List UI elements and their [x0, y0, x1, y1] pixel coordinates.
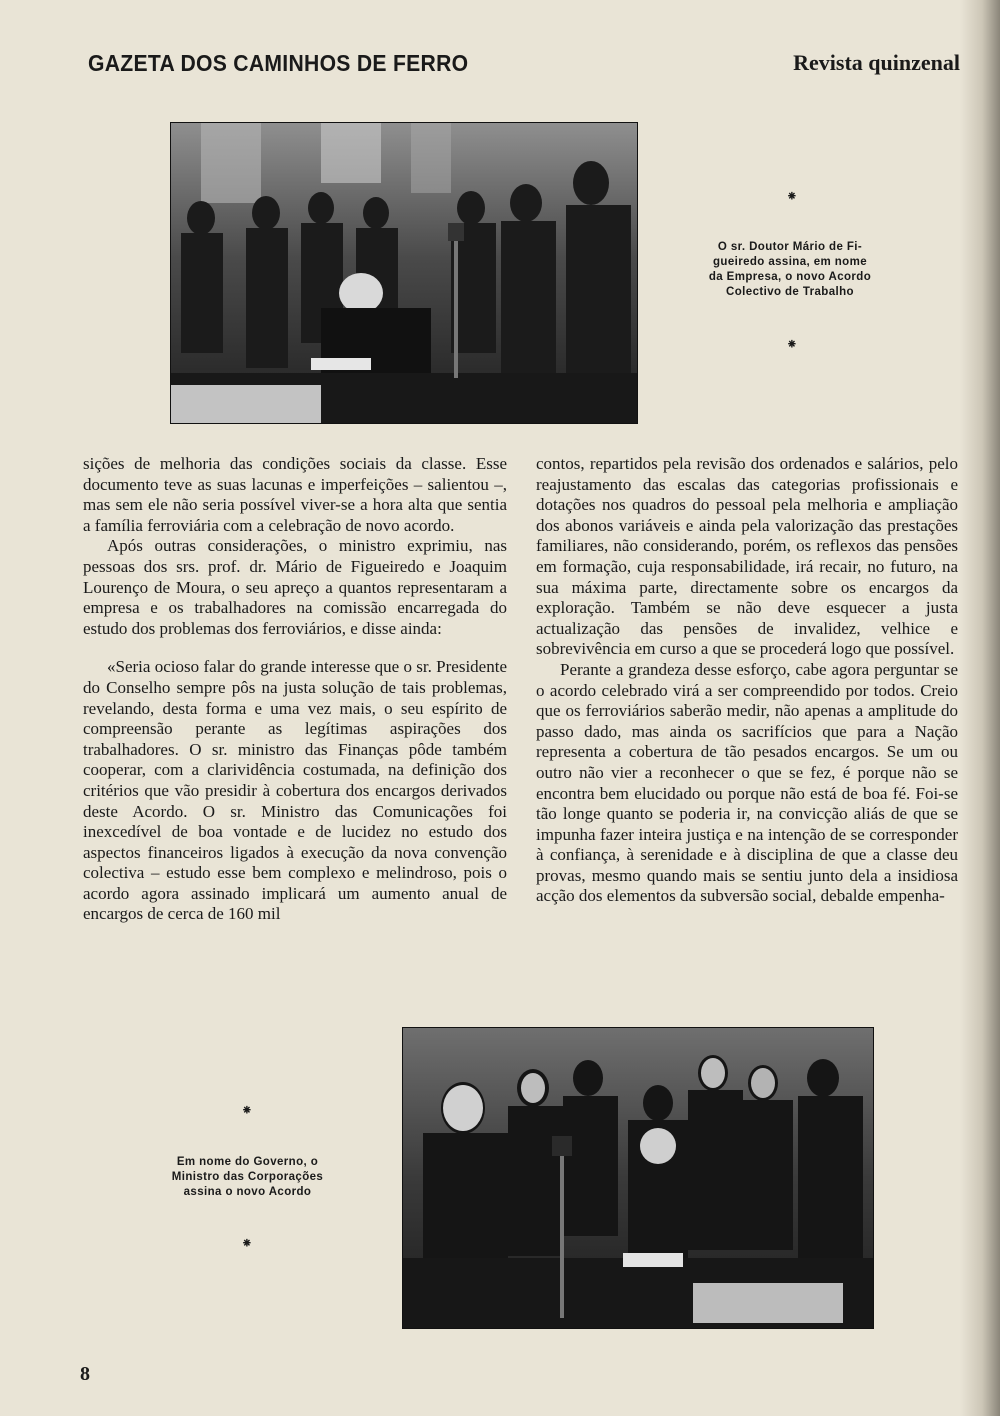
paragraph: «Seria ocioso falar do grande interesse que o sr. Presidente do Conselho sempre pôs na justa solução de tais problemas, revelando, desta forma e uma vez mais, o seu espírito de compreensão perante as legítimas aspirações dos trabalhadores. O sr. ministro das Finanças pôde também cooperar, com a clarividência costumada, na definição dos critérios que vão presidir à cobertura dos encargos derivados deste Acordo. O sr. Ministro das Comunicações foi inexcedível de boa vontade e de lucidez no estudo dos aspectos financeiros ligados à execução da nova convenção colectiva – estudo esse bem complexo e melindroso, pois o acordo agora assinado implicará um aumento anual de encargos de cerca de 160 mil — [83, 657, 507, 924]
photo-caption-bottom — [155, 1155, 340, 1200]
caption-line: Em nome do Governo, o — [176, 1156, 319, 1168]
ornament-star: ⁕ — [241, 1103, 253, 1119]
magazine-subtitle: Revista quinzenal — [793, 50, 960, 75]
article-right-column — [536, 454, 958, 907]
photo-signing-government — [402, 1027, 874, 1329]
caption-line: da Empresa, o novo Acordo — [708, 271, 872, 283]
paragraph: Após outras considerações, o ministro exprimiu, nas pessoas dos srs. prof. dr. Mário de Figueiredo e Joaquim Lourenço de Moura, o seu apreço a quantos representaram a empresa e os trabalhadores na comissão encarregada do estudo dos problemas dos ferroviários, e disse ainda: — [83, 536, 507, 638]
caption-line: Ministro das Corporações — [171, 1171, 324, 1183]
photo-signing-government-image — [403, 1028, 873, 1328]
photo-caption-top — [700, 240, 880, 300]
photo-signing-company — [170, 122, 638, 424]
caption-line: Colectivo de Trabalho — [726, 286, 854, 298]
ornament-star: ⁕ — [786, 337, 798, 353]
magazine-title: GAZETA DOS CAMINHOS DE FERRO — [88, 50, 469, 76]
page-number: 8 — [80, 1363, 90, 1385]
ornament-star: ⁕ — [241, 1236, 253, 1252]
paragraph: contos, repartidos pela revisão dos ordenados e salários, pelo reajustamento das escalas das categorias profissionais e dotações nos quadros do pessoal pela melhoria e ampliação dos abonos variáveis e ainda pela valorização das prestações familiares, não considerando, porém, os reflexos das pensões em formação, cuja responsabilidade, irá recair, no futuro, na sua máxima parte, directamente sobre os encargos da exploração. Também se não deve esquecer a justa actualização das pensões de invalidez, velhice e sobrevivência em curso a que se procederá logo que possível. — [536, 454, 958, 659]
caption-line: assina o novo Acordo — [183, 1186, 312, 1198]
caption-line: gueiredo assina, em nome — [712, 256, 868, 268]
caption-line: O sr. Doutor Mário de Fi- — [717, 241, 863, 253]
page-edge-shadow — [960, 0, 1000, 1416]
photo-signing-company-image — [171, 123, 637, 423]
paragraph: Perante a grandeza desse esforço, cabe agora perguntar se o acordo celebrado virá a ser compreendido por todos. Creio que os ferroviários saberão medir, não apenas a amplitude do passo dado, mas ainda os sacrifícios que para a Nação representa a cobertura de tão pesados encargos. Se um ou outro não vier a reconhecer o que se fez, é porque não se encontra bem elucidado ou porque não está de boa fé. Foi-se tão longe quanto se poderia ir, na convicção aliás de que se impunha fazer inteira justiça e na intenção de se corresponder à confiança, à serenidade e à disciplina de que a classe deu provas, mesmo quando mais se sentiu junto dela a insidiosa acção dos elementos da subversão social, debalde empenha- — [536, 659, 958, 906]
paragraph: sições de melhoria das condições sociais da classe. Esse documento teve as suas lacunas e imperfeições – salientou –, mas sem ele não seria possível viver-se a hora alta que sentia a família ferroviária com a celebração de novo acordo. — [83, 454, 507, 535]
ornament-star: ⁕ — [786, 189, 798, 205]
article-left-column — [83, 454, 507, 925]
